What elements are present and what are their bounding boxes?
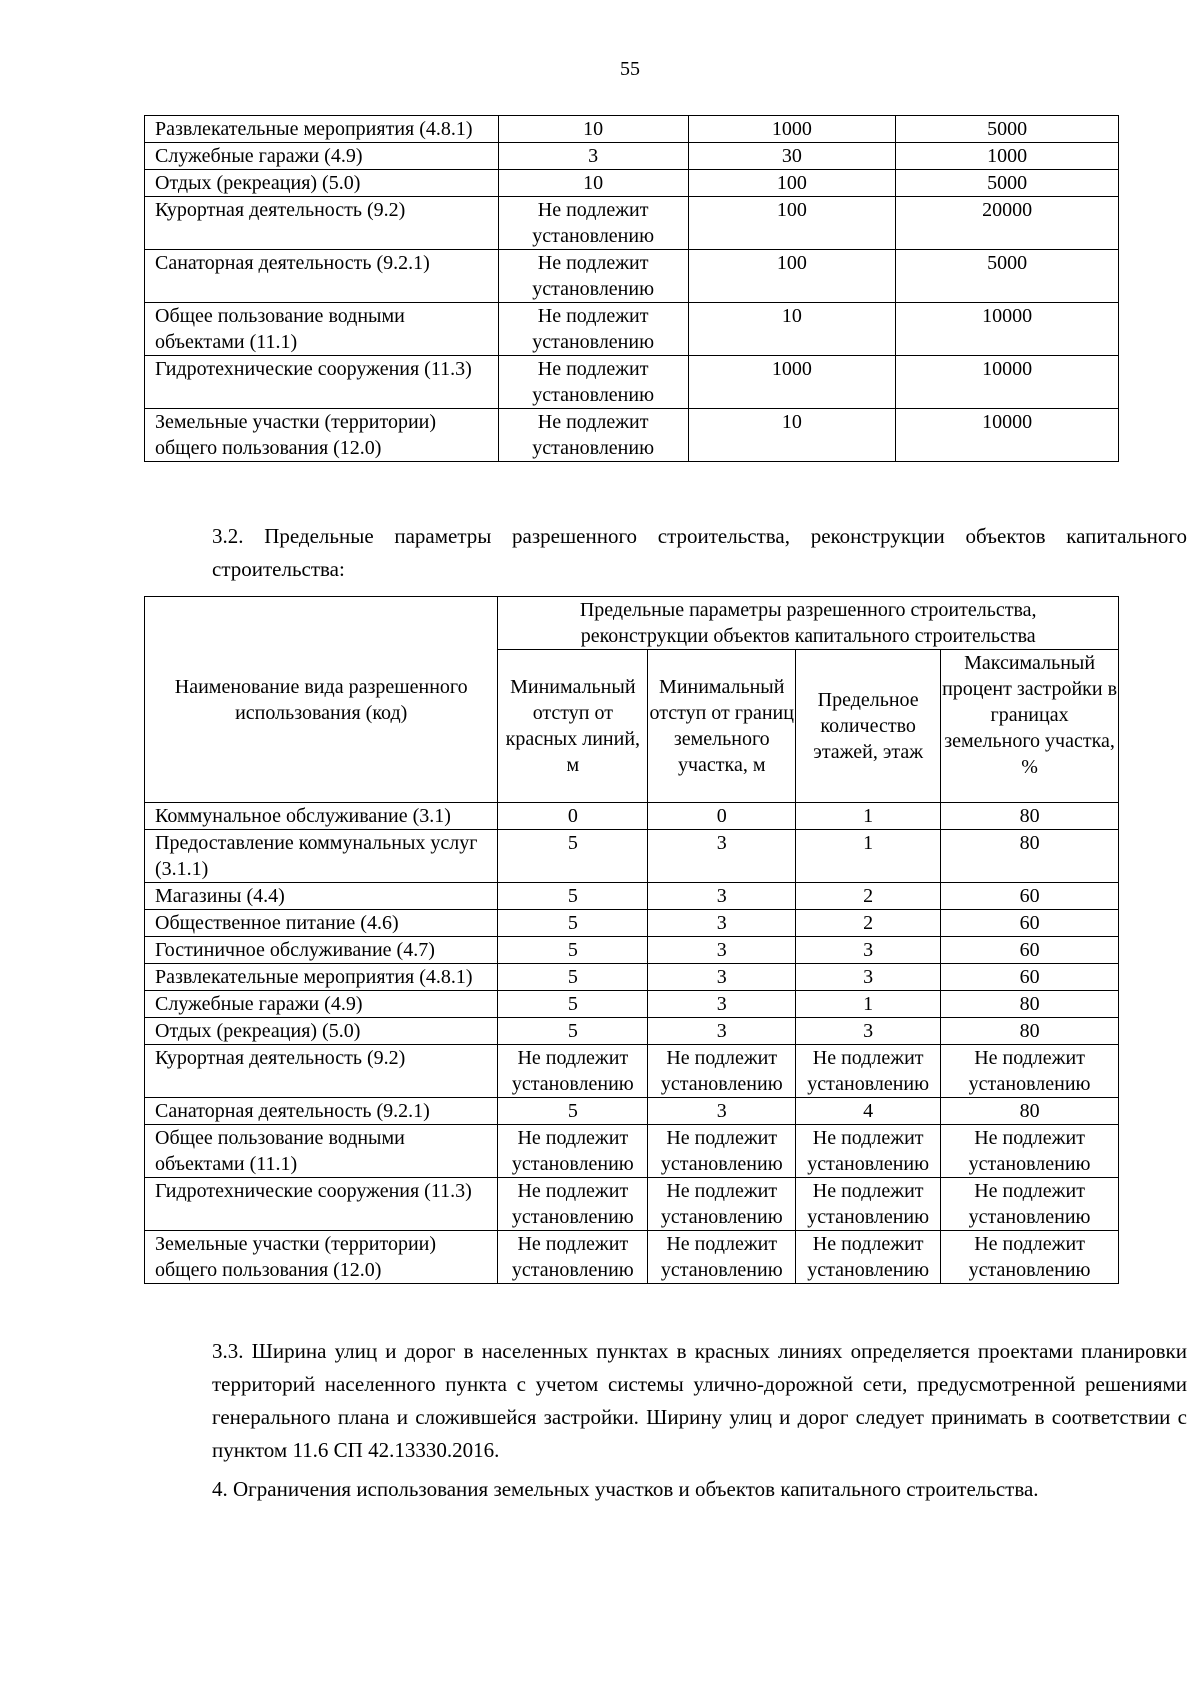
boundary-setback-cell: 3	[648, 910, 796, 937]
floors-cell: Не подлежит установлению	[796, 1231, 941, 1284]
use-name-cell: Отдых (рекреация) (5.0)	[145, 170, 499, 197]
use-name-cell: Служебные гаражи (4.9)	[145, 143, 499, 170]
construction-parameters-table	[144, 596, 1119, 1284]
header-group-cell: Предельные параметры разрешенного строительства, реконструкции объектов капитального строительства	[498, 597, 1119, 650]
boundary-setback-cell: 0	[648, 803, 796, 830]
header-red-line-setback: Минимальный отступ от красных линий, м	[498, 650, 648, 803]
table-row	[145, 1231, 1119, 1284]
allowed-use-area-table	[144, 115, 1119, 462]
red-line-setback-cell: 5	[498, 991, 648, 1018]
section-3-3-text: 3.3. Ширина улиц и дорог в населенных пунктах в красных линиях определяется проектами планировки территорий населенного пункта с учетом системы улично-дорожной сети, предусмотренной решениями генерального плана и сложившейся застройки. Ширину улиц и дорог следует принимать в соответствии с пунктом 11.6 СП 42.13330.2016.	[212, 1339, 1187, 1462]
boundary-setback-cell: 3	[648, 830, 796, 883]
table-row	[145, 1125, 1119, 1178]
min-area-cell: 10	[498, 170, 688, 197]
floors-cell: 3	[796, 1018, 941, 1045]
coverage-cell: 80	[941, 803, 1119, 830]
coverage-cell: 60	[941, 883, 1119, 910]
table-row	[145, 803, 1119, 830]
coverage-cell: Не подлежит установлению	[941, 1178, 1119, 1231]
use-name-cell: Предоставление коммунальных услуг (3.1.1)	[145, 830, 498, 883]
use-name-cell: Санаторная деятельность (9.2.1)	[145, 1098, 498, 1125]
max-size-cell: 1000	[896, 143, 1119, 170]
use-name-cell: Гостиничное обслуживание (4.7)	[145, 937, 498, 964]
red-line-setback-cell: 0	[498, 803, 648, 830]
construction-parameters-table-body	[145, 803, 1119, 1284]
max-size-cell: 20000	[896, 197, 1119, 250]
min-size-cell: 100	[688, 170, 896, 197]
min-area-cell: Не подлежит установлению	[498, 250, 688, 303]
coverage-cell: 80	[941, 1018, 1119, 1045]
boundary-setback-cell: 3	[648, 1098, 796, 1125]
min-size-cell: 1000	[688, 356, 896, 409]
table-row	[145, 250, 1119, 303]
min-area-cell: 10	[498, 116, 688, 143]
allowed-use-area-table-body	[145, 116, 1119, 462]
table-row	[145, 910, 1119, 937]
max-size-cell: 5000	[896, 250, 1119, 303]
floors-cell: 1	[796, 991, 941, 1018]
coverage-cell: 80	[941, 830, 1119, 883]
min-size-cell: 10	[688, 409, 896, 462]
boundary-setback-cell: 3	[648, 937, 796, 964]
max-size-cell: 10000	[896, 409, 1119, 462]
red-line-setback-cell: 5	[498, 830, 648, 883]
boundary-setback-cell: 3	[648, 964, 796, 991]
table-row	[145, 197, 1119, 250]
red-line-setback-cell: Не подлежит установлению	[498, 1125, 648, 1178]
table-header-row	[145, 597, 1119, 650]
header-name-cell: Наименование вида разрешенного использования (код)	[145, 597, 498, 803]
coverage-cell: Не подлежит установлению	[941, 1231, 1119, 1284]
table-row	[145, 883, 1119, 910]
red-line-setback-cell: 5	[498, 910, 648, 937]
table-row	[145, 830, 1119, 883]
floors-cell: 3	[796, 937, 941, 964]
min-size-cell: 1000	[688, 116, 896, 143]
boundary-setback-cell: 3	[648, 1018, 796, 1045]
use-name-cell: Гидротехнические сооружения (11.3)	[145, 356, 499, 409]
coverage-cell: 60	[941, 964, 1119, 991]
boundary-setback-cell: Не подлежит установлению	[648, 1125, 796, 1178]
use-name-cell: Общественное питание (4.6)	[145, 910, 498, 937]
coverage-cell: Не подлежит установлению	[941, 1125, 1119, 1178]
table-row	[145, 1018, 1119, 1045]
section-4-text: 4. Ограничения использования земельных участков и объектов капитального строительства.	[212, 1477, 1039, 1501]
floors-cell: Не подлежит установлению	[796, 1125, 941, 1178]
min-area-cell: Не подлежит установлению	[498, 197, 688, 250]
section-3-2-text: 3.2. Предельные параметры разрешенного строительства, реконструкции объектов капитального строительства:	[212, 524, 1187, 581]
use-name-cell: Общее пользование водными объектами (11.1)	[145, 303, 499, 356]
coverage-cell: Не подлежит установлению	[941, 1045, 1119, 1098]
use-name-cell: Земельные участки (территории) общего пользования (12.0)	[145, 409, 499, 462]
red-line-setback-cell: 5	[498, 1098, 648, 1125]
coverage-cell: 60	[941, 937, 1119, 964]
floors-cell: 1	[796, 803, 941, 830]
floors-cell: Не подлежит установлению	[796, 1045, 941, 1098]
floors-cell: 3	[796, 964, 941, 991]
min-area-cell: Не подлежит установлению	[498, 303, 688, 356]
header-boundary-setback: Минимальный отступ от границ земельного участка, м	[648, 650, 796, 803]
coverage-cell: 80	[941, 1098, 1119, 1125]
table-row	[145, 143, 1119, 170]
boundary-setback-cell: Не подлежит установлению	[648, 1178, 796, 1231]
use-name-cell: Курортная деятельность (9.2)	[145, 197, 499, 250]
table-row	[145, 1045, 1119, 1098]
table-row	[145, 937, 1119, 964]
table-row	[145, 964, 1119, 991]
header-max-coverage: Максимальный процент застройки в границах земельного участка, %	[941, 650, 1119, 803]
floors-cell: 1	[796, 830, 941, 883]
red-line-setback-cell: Не подлежит установлению	[498, 1178, 648, 1231]
table-row	[145, 170, 1119, 197]
min-area-cell: Не подлежит установлению	[498, 356, 688, 409]
min-area-cell: Не подлежит установлению	[498, 409, 688, 462]
use-name-cell: Общее пользование водными объектами (11.1)	[145, 1125, 498, 1178]
floors-cell: Не подлежит установлению	[796, 1178, 941, 1231]
coverage-cell: 80	[941, 991, 1119, 1018]
use-name-cell: Отдых (рекреация) (5.0)	[145, 1018, 498, 1045]
header-floors: Предельное количество этажей, этаж	[796, 650, 941, 803]
table-row	[145, 409, 1119, 462]
min-area-cell: 3	[498, 143, 688, 170]
red-line-setback-cell: 5	[498, 937, 648, 964]
red-line-setback-cell: Не подлежит установлению	[498, 1231, 648, 1284]
floors-cell: 4	[796, 1098, 941, 1125]
max-size-cell: 10000	[896, 356, 1119, 409]
table-row	[145, 991, 1119, 1018]
use-name-cell: Развлекательные мероприятия (4.8.1)	[145, 116, 499, 143]
red-line-setback-cell: 5	[498, 883, 648, 910]
min-size-cell: 100	[688, 250, 896, 303]
red-line-setback-cell: 5	[498, 964, 648, 991]
min-size-cell: 10	[688, 303, 896, 356]
page-number: 55	[620, 58, 640, 80]
max-size-cell: 5000	[896, 116, 1119, 143]
floors-cell: 2	[796, 883, 941, 910]
table-row	[145, 356, 1119, 409]
boundary-setback-cell: 3	[648, 991, 796, 1018]
use-name-cell: Служебные гаражи (4.9)	[145, 991, 498, 1018]
table-row	[145, 116, 1119, 143]
use-name-cell: Развлекательные мероприятия (4.8.1)	[145, 964, 498, 991]
coverage-cell: 60	[941, 910, 1119, 937]
max-size-cell: 5000	[896, 170, 1119, 197]
use-name-cell: Коммунальное обслуживание (3.1)	[145, 803, 498, 830]
boundary-setback-cell: Не подлежит установлению	[648, 1045, 796, 1098]
red-line-setback-cell: Не подлежит установлению	[498, 1045, 648, 1098]
table-row	[145, 303, 1119, 356]
use-name-cell: Санаторная деятельность (9.2.1)	[145, 250, 499, 303]
min-size-cell: 100	[688, 197, 896, 250]
table-row	[145, 1098, 1119, 1125]
boundary-setback-cell: Не подлежит установлению	[648, 1231, 796, 1284]
max-size-cell: 10000	[896, 303, 1119, 356]
floors-cell: 2	[796, 910, 941, 937]
use-name-cell: Магазины (4.4)	[145, 883, 498, 910]
boundary-setback-cell: 3	[648, 883, 796, 910]
use-name-cell: Курортная деятельность (9.2)	[145, 1045, 498, 1098]
red-line-setback-cell: 5	[498, 1018, 648, 1045]
min-size-cell: 30	[688, 143, 896, 170]
use-name-cell: Земельные участки (территории) общего пользования (12.0)	[145, 1231, 498, 1284]
table-row	[145, 1178, 1119, 1231]
use-name-cell: Гидротехнические сооружения (11.3)	[145, 1178, 498, 1231]
